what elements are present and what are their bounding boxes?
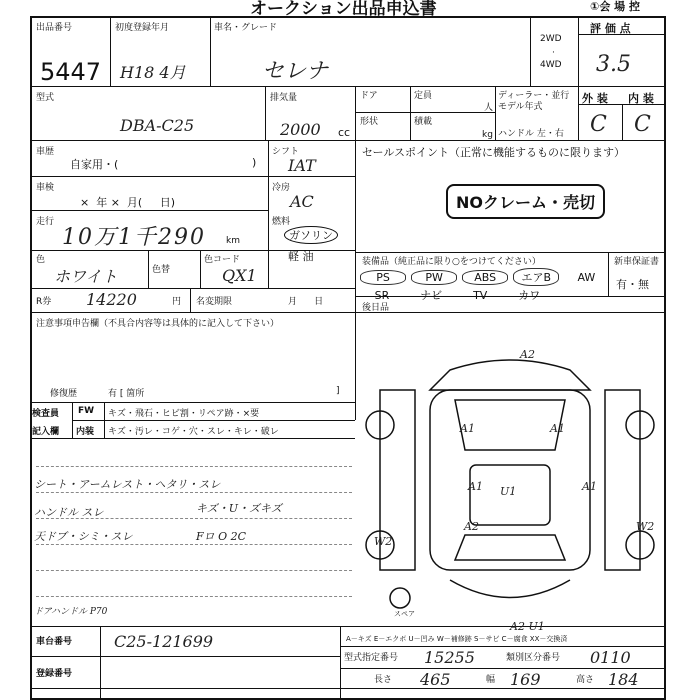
width-value: 169 [510, 670, 541, 689]
height-value: 184 [608, 670, 639, 689]
chassis-label: 車台番号 [36, 637, 73, 647]
color-code-value: QX1 [222, 266, 257, 285]
score-label: 評 価 点 [590, 22, 631, 35]
interior-value: C [634, 112, 651, 137]
defects-row-1: キズ・飛石・ヒビ割・リペア跡・×要 [108, 409, 260, 419]
first-registration-label: 初度登録年月 [115, 23, 170, 33]
usage-label: 車歴 [36, 147, 55, 157]
lot-number-label: 出品番号 [36, 23, 73, 33]
load-unit: kg [482, 130, 493, 140]
inspection-value: × 年 × 月( 日) [80, 196, 175, 209]
model-value: DBA-C25 [120, 116, 195, 135]
repair-label: 修復歴 [50, 389, 78, 399]
car-damage-diagram [360, 340, 660, 630]
usage-close: ) [252, 156, 257, 169]
equip-sr: SR [374, 289, 390, 302]
length-value: 465 [420, 670, 451, 689]
displacement-label: 排気量 [270, 93, 298, 103]
repair-close: ] [336, 386, 340, 396]
mark-side-right: A1 [582, 480, 597, 493]
drive-separator: · [552, 48, 555, 58]
damage-legend: A－キズ E－エクボ U－凹み W－補修跡 S－サビ C－腐食 XX－交換済 [346, 635, 568, 643]
recycle-value: 14220 [86, 290, 137, 309]
usage-value: 自家用・( [70, 158, 119, 171]
recycle-unit: 円 [172, 297, 182, 307]
displacement-value: 2000 [280, 120, 321, 139]
drive-4wd: 4WD [540, 60, 562, 70]
venue-copy-label: ①会 場 控 [590, 0, 640, 13]
dealer-label: ディーラー・並行 [498, 91, 570, 101]
note-right-2: Fロ O 2C [196, 530, 247, 543]
door-label: ドア [360, 91, 378, 101]
fuel-diesel: 軽 油 [288, 250, 314, 263]
equip-abs: ABS [462, 270, 508, 285]
score-value: 3.5 [596, 52, 631, 77]
mark-side-left: A1 [468, 480, 483, 493]
no-claim-stamp: NOクレーム・売切 [446, 184, 605, 219]
after-items-label: 後日品 [362, 303, 390, 313]
capacity-unit: 人 [484, 103, 494, 113]
car-name-label: 車名・グレード [214, 23, 278, 33]
model-label: 型式 [36, 93, 55, 103]
equipment-label: 装備品（純正品に限り○をつけてください） [362, 257, 541, 267]
width-label: 幅 [486, 675, 496, 685]
registration-number-label: 登録番号 [36, 669, 73, 679]
defects-row-2: キズ・汚レ・コゲ・穴・スレ・キレ・破レ [108, 427, 279, 437]
spec-number-label: 型式指定番号 [344, 653, 399, 663]
equip-ps: PS [360, 270, 406, 285]
class-number-label: 類別区分番号 [506, 653, 561, 663]
equip-navi: ナビ [420, 289, 443, 302]
mark-wheel-right: W2 [636, 520, 655, 533]
ac-value: AC [290, 192, 314, 211]
shape-label: 形状 [360, 117, 379, 127]
model-year-label: モデル年式 [498, 102, 543, 112]
chassis-value: C25-121699 [114, 632, 214, 651]
color-change-label: 色替 [152, 265, 171, 275]
equip-leather: カワ [518, 289, 541, 302]
mark-rear: A2 U1 [510, 620, 545, 630]
displacement-unit: cc [338, 126, 351, 139]
inspector-label: 検査員 [32, 409, 60, 419]
equipment-row-1 [360, 266, 608, 286]
name-change-value: 月 日 [288, 297, 324, 307]
new-warranty-label: 新車保証書 [614, 257, 660, 267]
note-line-3: 天ドブ・シミ・スレ [34, 530, 133, 543]
exterior-label: 外 装 [582, 92, 608, 105]
mileage-label: 走行 [36, 217, 55, 227]
color-code-label: 色コード [204, 255, 241, 265]
entry-label: 記入欄 [32, 427, 60, 437]
fw-label: FW [78, 406, 95, 416]
class-number-value: 0110 [590, 648, 631, 667]
drive-2wd: 2WD [540, 34, 562, 44]
mark-left-lower: A2 [464, 520, 479, 533]
mileage-unit: km [226, 236, 240, 246]
interior-label: 内 装 [628, 92, 654, 105]
first-registration-value: H18 4月 [120, 63, 186, 82]
equip-aw: AW [577, 271, 596, 284]
handle-label: ハンドル 左・右 [498, 129, 564, 139]
shift-label: シフト [272, 147, 300, 157]
equip-airbag: エアB [513, 268, 559, 286]
color-value: ホワイト [54, 267, 118, 286]
mileage-value: 10万1千290 [62, 225, 206, 250]
repair-value: 有 [ 箇所 [108, 389, 145, 399]
shift-value: IAT [288, 156, 316, 175]
lot-number: 5447 [40, 58, 102, 86]
height-label: 高さ [576, 675, 595, 685]
spec-number-value: 15255 [424, 648, 475, 667]
car-name-value: セレナ [262, 59, 329, 84]
spare-label: スペア [394, 610, 415, 618]
fuel-gasoline-circled: ガソリン [284, 226, 338, 244]
notes-label: 注意事項申告欄（不具合内容等は具体的に記入して下さい） [36, 319, 280, 329]
warranty-value: 有・無 [616, 278, 649, 291]
name-change-label: 名変期限 [196, 297, 233, 307]
note-right-1: キズ・U・ズキズ [196, 502, 282, 515]
color-label: 色 [36, 255, 46, 265]
mark-top: A2 [520, 348, 535, 361]
mark-left-upper: A1 [460, 422, 475, 435]
mark-roof: U1 [500, 485, 517, 498]
ac-label: 冷房 [272, 183, 291, 193]
interior-entry-label: 内装 [76, 427, 95, 437]
note-line-2: ハンドル スレ [34, 506, 104, 519]
fuel-label: 燃料 [272, 217, 291, 227]
exterior-value: C [590, 112, 607, 137]
sales-point-label: セールスポイント（正常に機能するものに限ります） [362, 146, 626, 159]
note-line-1: シート・アームレスト・ヘタリ・スレ [34, 478, 221, 491]
equip-pw: PW [411, 270, 457, 285]
mark-wheel-left: W2 [374, 535, 393, 548]
equip-tv: TV [473, 289, 488, 302]
inspection-label: 車検 [36, 183, 55, 193]
length-label: 長さ [374, 675, 393, 685]
capacity-label: 定員 [414, 91, 433, 101]
recycle-label: R券 [36, 297, 52, 307]
note-line-4: ドアハンドル P70 [34, 607, 108, 617]
mark-right-upper: A1 [550, 422, 565, 435]
header-title: オークション出品申込書 [250, 0, 437, 19]
load-label: 積載 [414, 117, 433, 127]
